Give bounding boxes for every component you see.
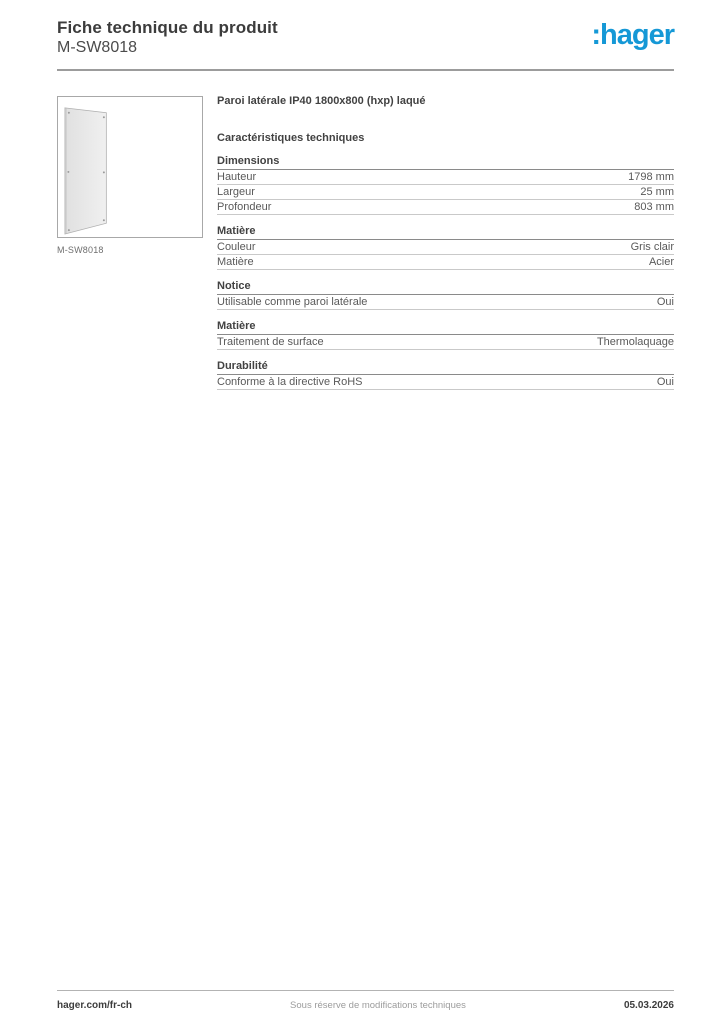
- product-title: Paroi latérale IP40 1800x800 (hxp) laqué: [217, 95, 426, 107]
- footer-website-link[interactable]: hager.com/fr-ch: [57, 1000, 133, 1011]
- spec-section-notice: [217, 280, 674, 310]
- spec-value: Thermolaquage: [596, 336, 674, 348]
- spec-label: Matière: [217, 256, 254, 268]
- header-titles: [57, 18, 278, 57]
- spec-value: 25 mm: [640, 186, 674, 198]
- footer-disclaimer: Sous réserve de modifications techniques: [290, 1000, 466, 1011]
- product-reference: M-SW8018: [57, 39, 138, 56]
- spec-label: Hauteur: [217, 171, 257, 183]
- spec-label: Traitement de surface: [217, 336, 324, 348]
- spec-section-dimensions: [217, 155, 674, 215]
- spec-label: Profondeur: [217, 201, 272, 213]
- spec-row-largeur: [217, 185, 674, 200]
- side-panel-illustration: [58, 97, 202, 237]
- spec-row-matiere: [217, 255, 674, 270]
- footer-divider: [57, 990, 674, 991]
- product-figure: [57, 96, 203, 255]
- spec-row-couleur: [217, 240, 674, 255]
- spec-label: Largeur: [217, 186, 255, 198]
- image-caption: M-SW8018: [57, 245, 104, 255]
- spec-value: Oui: [656, 376, 674, 388]
- spec-label: Conforme à la directive RoHS: [217, 376, 363, 388]
- spec-value: 803 mm: [634, 201, 674, 213]
- spec-row-profondeur: [217, 200, 674, 215]
- header-divider: [57, 69, 674, 71]
- spec-section-title: Dimensions: [217, 155, 674, 170]
- spec-value: Gris clair: [630, 241, 674, 253]
- spec-section-matiere-2: [217, 320, 674, 350]
- spec-row-traitement: [217, 335, 674, 350]
- spec-section-title: Matière: [217, 225, 674, 240]
- spec-row-rohs: [217, 375, 674, 390]
- spec-section-title: Notice: [217, 280, 674, 295]
- product-image: [57, 96, 203, 238]
- spec-label: Couleur: [217, 241, 256, 253]
- footer: [57, 1000, 674, 1011]
- spec-row-hauteur: [217, 170, 674, 185]
- spec-value: Acier: [648, 256, 674, 268]
- characteristics-heading: Caractéristiques techniques: [217, 132, 365, 144]
- spec-label: Utilisable comme paroi latérale: [217, 296, 368, 308]
- spec-section-matiere: [217, 225, 674, 270]
- footer-date: 05.03.2026: [623, 1000, 674, 1011]
- spec-row-utilisable: [217, 295, 674, 310]
- spec-column: [217, 95, 674, 390]
- header: [57, 18, 674, 57]
- spec-section-title: Durabilité: [217, 360, 674, 375]
- spec-section-title: Matière: [217, 320, 674, 335]
- hager-logo: :hager: [591, 19, 674, 51]
- page-title: Fiche technique du produit: [57, 18, 278, 37]
- spec-value: Oui: [656, 296, 674, 308]
- spec-section-durabilite: [217, 360, 674, 390]
- spec-value: 1798 mm: [628, 171, 674, 183]
